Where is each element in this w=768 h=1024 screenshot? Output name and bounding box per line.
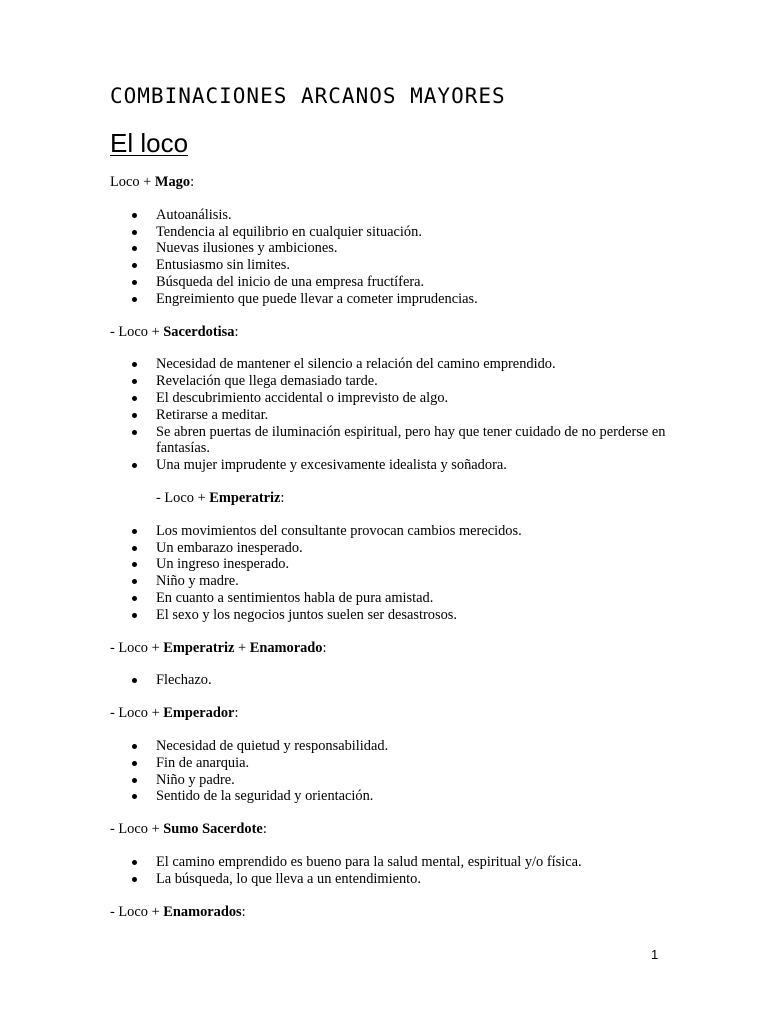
list-item-text: La búsqueda, lo que lleva a un entendimiento.: [156, 870, 421, 887]
list-item: [110, 224, 670, 241]
bullet-icon: [132, 678, 137, 683]
document-body: [110, 174, 670, 920]
combination-suffix: :: [322, 639, 327, 656]
bullet-icon: [132, 263, 137, 268]
combination-prefix: -: [110, 639, 119, 656]
list-item-text: Niño y padre.: [156, 771, 235, 788]
combination-suffix: :: [280, 489, 285, 506]
meaning-list: [110, 738, 670, 805]
combination-plus: +: [143, 174, 155, 190]
list-item: [110, 573, 670, 590]
bullet-icon: [132, 379, 137, 384]
combination-heading: [110, 324, 670, 341]
bullet-icon: [132, 877, 137, 882]
section-heading: El loco: [110, 128, 189, 158]
combination-plus: +: [197, 489, 210, 506]
bullet-icon: [132, 744, 137, 749]
list-item-text: Una mujer imprudente y excesivamente idealista y soñadora.: [156, 457, 507, 474]
list-item: [110, 407, 670, 424]
bullet-icon: [132, 280, 137, 285]
list-item-text: Necesidad de quietud y responsabilidad.: [156, 737, 389, 754]
list-item-text: Se abren puertas de iluminación espiritual, pero hay que tener cuidado de no perderse en fantasías.: [156, 423, 666, 457]
list-item: [110, 424, 670, 458]
list-item: [110, 356, 670, 373]
card-name: Loco: [164, 489, 198, 506]
combination-plus: +: [151, 903, 164, 920]
list-item-text: Un embarazo inesperado.: [156, 539, 303, 556]
bullet-icon: [132, 761, 137, 766]
bullet-icon: [132, 579, 137, 584]
card-name: Sumo Sacerdote: [163, 821, 263, 838]
list-item: [110, 854, 670, 871]
card-name: Mago: [154, 174, 191, 190]
list-item-text: Los movimientos del consultante provocan cambios merecidos.: [156, 522, 522, 539]
list-item-text: Nuevas ilusiones y ambiciones.: [156, 240, 338, 257]
combination-suffix: :: [190, 174, 195, 190]
card-name: Loco: [118, 639, 152, 656]
list-item: [110, 207, 670, 224]
bullet-icon: [132, 297, 137, 302]
bullet-icon: [132, 778, 137, 783]
list-item: [110, 390, 670, 407]
list-item: [110, 672, 670, 689]
combination-heading: [110, 821, 670, 838]
list-item: [110, 291, 670, 308]
meaning-list: [110, 356, 670, 474]
bullet-icon: [132, 794, 137, 799]
meaning-list: [110, 523, 670, 624]
list-item-text: Búsqueda del inicio de una empresa fructífera.: [156, 273, 425, 290]
card-name: Enamorado: [249, 639, 323, 656]
list-item-text: Flechazo.: [156, 672, 212, 689]
combination-heading: [110, 705, 670, 722]
card-name: Loco: [118, 323, 152, 340]
combination-heading: [110, 174, 670, 191]
list-item-text: Un ingreso inesperado.: [156, 556, 290, 573]
list-item-text: El camino emprendido es bueno para la salud mental, espiritual y/o física.: [156, 853, 582, 870]
bullet-icon: [132, 546, 137, 551]
bullet-icon: [132, 613, 137, 618]
list-item-text: Tendencia al equilibrio en cualquier situación.: [156, 223, 422, 240]
combination-suffix: :: [262, 821, 267, 838]
list-item: [110, 540, 670, 557]
list-item: [110, 772, 670, 789]
list-item-text: Retirarse a meditar.: [156, 406, 269, 423]
bullet-icon: [132, 230, 137, 235]
document-title: COMBINACIONES ARCANOS MAYORES: [110, 84, 506, 108]
list-item: [110, 556, 670, 573]
combination-prefix: -: [156, 489, 165, 506]
list-item-text: Necesidad de mantener el silencio a relación del camino emprendido.: [156, 356, 556, 373]
card-name: Loco: [110, 174, 144, 190]
bullet-icon: [132, 213, 137, 218]
combination-prefix: -: [110, 821, 119, 838]
list-item: [110, 240, 670, 257]
card-name: Loco: [118, 821, 152, 838]
combination-suffix: :: [234, 323, 239, 340]
meaning-list: [110, 854, 670, 888]
card-name: Emperatriz: [209, 489, 281, 506]
list-item-text: Sentido de la seguridad y orientación.: [156, 788, 374, 805]
meaning-list: [110, 672, 670, 689]
bullet-icon: [132, 463, 137, 468]
list-item-text: Autoanálisis.: [156, 206, 232, 223]
card-name: Enamorados: [163, 903, 242, 920]
card-name: Emperatriz: [163, 639, 235, 656]
bullet-icon: [132, 396, 137, 401]
combination-plus: +: [234, 639, 250, 656]
meaning-list: [110, 207, 670, 308]
combination-plus: +: [151, 705, 164, 722]
bullet-icon: [132, 860, 137, 865]
list-item-text: Engreimiento que puede llevar a cometer imprudencias.: [156, 290, 478, 307]
combination-heading: [110, 490, 670, 507]
combination-prefix: -: [110, 323, 119, 340]
combination-plus: +: [151, 639, 164, 656]
combination-prefix: -: [110, 903, 119, 920]
list-item-text: Fin de anarquia.: [156, 754, 250, 771]
bullet-icon: [132, 596, 137, 601]
list-item: [110, 871, 670, 888]
list-item-text: En cuanto a sentimientos habla de pura amistad.: [156, 589, 434, 606]
list-item-text: Entusiasmo sin limites.: [156, 257, 290, 274]
list-item: [110, 590, 670, 607]
list-item-text: El descubrimiento accidental o imprevisto de algo.: [156, 389, 449, 406]
bullet-icon: [132, 413, 137, 418]
list-item-text: Niño y madre.: [156, 573, 239, 590]
bullet-icon: [132, 529, 137, 534]
combination-heading: [110, 904, 670, 921]
list-item: [110, 274, 670, 291]
list-item: [110, 607, 670, 624]
card-name: Loco: [118, 705, 152, 722]
list-item: [110, 738, 670, 755]
list-item-text: El sexo y los negocios juntos suelen ser desastrosos.: [156, 606, 457, 623]
bullet-icon: [132, 562, 137, 567]
list-item: [110, 373, 670, 390]
combination-plus: +: [151, 821, 164, 838]
bullet-icon: [132, 246, 137, 251]
combination-suffix: :: [234, 705, 239, 722]
list-item: [110, 257, 670, 274]
list-item: [110, 755, 670, 772]
combination-plus: +: [151, 323, 164, 340]
combination-prefix: -: [110, 705, 119, 722]
list-item: [110, 457, 670, 474]
card-name: Loco: [118, 903, 152, 920]
card-name: Emperador: [163, 705, 235, 722]
bullet-icon: [132, 362, 137, 367]
card-name: Sacerdotisa: [163, 323, 235, 340]
list-item: [110, 788, 670, 805]
bullet-icon: [132, 430, 137, 435]
combination-heading: [110, 640, 670, 657]
list-item-text: Revelación que llega demasiado tarde.: [156, 373, 378, 390]
list-item: [110, 523, 670, 540]
combination-suffix: :: [241, 903, 246, 920]
page-number: 1: [651, 947, 659, 962]
